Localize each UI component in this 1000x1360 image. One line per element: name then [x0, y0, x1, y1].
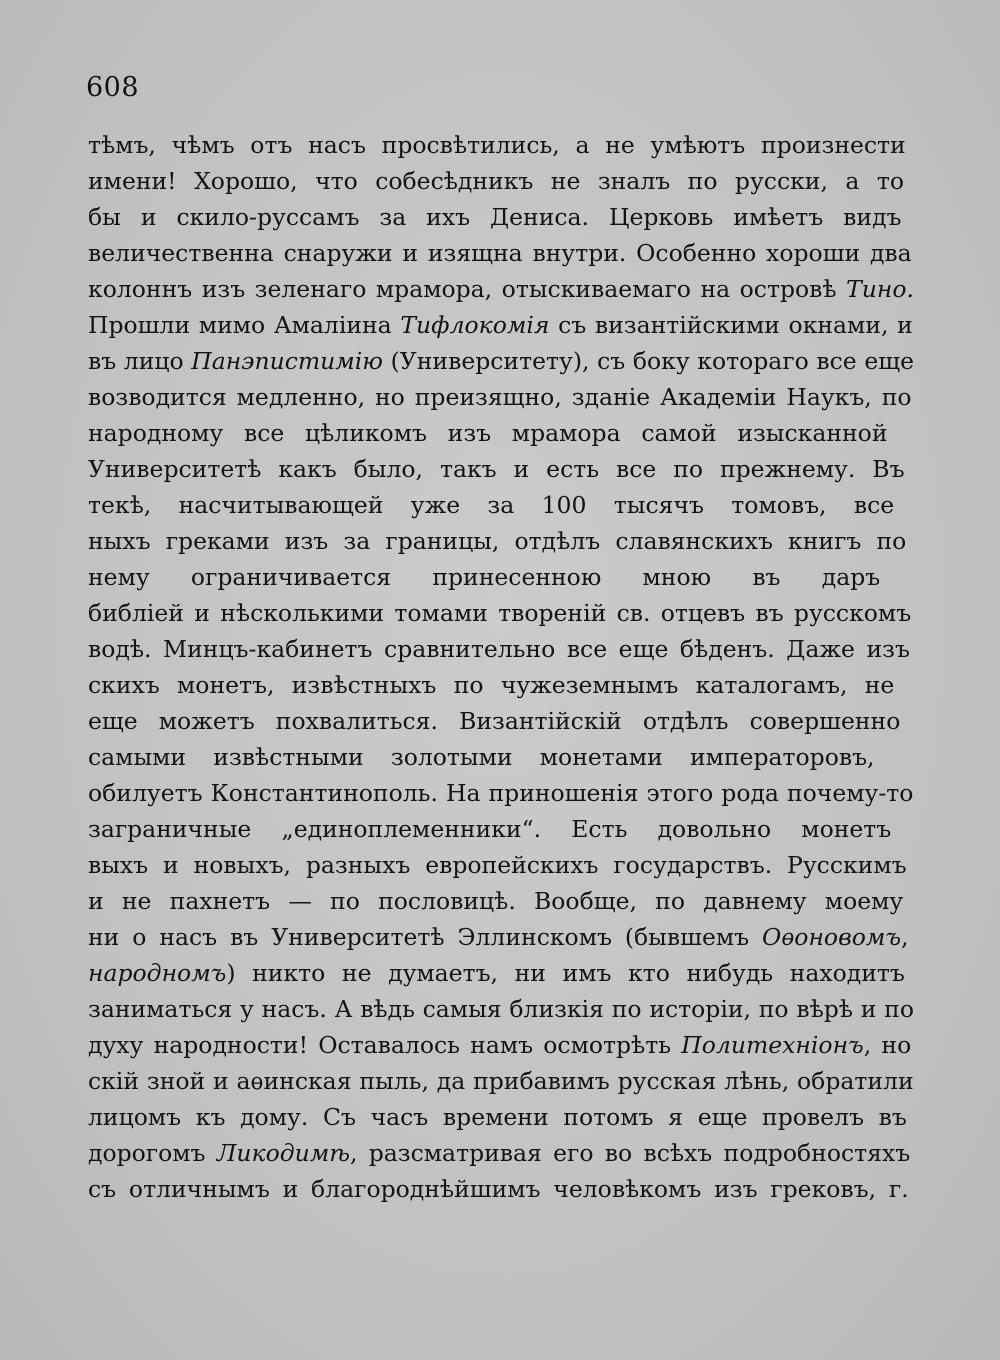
text-segment: величественна снаружи и изящна внутри. Особенно хороши два	[88, 239, 912, 267]
text-line	[88, 883, 914, 919]
text-line	[88, 703, 914, 739]
text-line	[88, 811, 914, 847]
text-segment: колоннъ изъ зеленаго мрамора, отыскиваемаго на островѣ	[88, 275, 847, 303]
italic-text: Панэпистимiю	[191, 347, 383, 375]
text-segment: тѣмъ, чѣмъ отъ насъ просвѣтились, а не умѣютъ произнести	[88, 131, 906, 159]
text-segment: нему ограничивается принесенною мною въ даръ	[88, 563, 881, 591]
text-segment: духу народности! Оставалось намъ осмотрѣть	[88, 1031, 682, 1059]
italic-text: Тифлокомiя	[400, 311, 550, 339]
text-line	[88, 991, 914, 1027]
text-line	[88, 919, 914, 955]
page-number: 608	[86, 72, 140, 103]
text-segment: выхъ и новыхъ, разныхъ европейскихъ государствъ. Русскимъ	[88, 851, 907, 879]
text-segment: ) никто не думаетъ, ни имъ кто нибудь находитъ	[226, 959, 905, 987]
text-segment: заниматься у насъ. А вѣдь самыя близкiя по исторiи, по вѣрѣ и по	[88, 995, 914, 1023]
text-segment: бы и скило-руссамъ за ихъ Дениса. Церковь имѣетъ видъ	[88, 203, 902, 231]
text-line	[88, 559, 914, 595]
text-line	[88, 1099, 914, 1135]
text-segment: народному все цѣликомъ изъ мрамора самой изысканной	[88, 419, 888, 447]
text-line	[88, 667, 914, 703]
text-line	[88, 1063, 914, 1099]
italic-text: Политехнiонъ	[681, 1031, 864, 1059]
text-segment: съ отличнымъ и благороднѣйшимъ человѣкомъ изъ грековъ, г.	[88, 1175, 909, 1203]
text-segment: Прошли мимо Амалiина	[88, 311, 401, 339]
text-line	[88, 595, 914, 631]
text-segment: ныхъ греками изъ за границы, отдѣлъ славянскихъ книгъ по	[88, 527, 907, 555]
text-segment: , но	[863, 1031, 912, 1059]
text-line	[88, 1135, 914, 1171]
text-line	[88, 451, 914, 487]
text-segment: имени! Хорошо, что собесѣдникъ не зналъ по русски, а то	[88, 167, 905, 195]
text-line	[88, 775, 914, 811]
italic-text: Оѳоновомъ	[762, 923, 902, 951]
text-segment: скихъ монетъ, извѣстныхъ по чужеземнымъ каталогамъ, не	[88, 671, 895, 699]
text-line	[88, 1027, 914, 1063]
text-segment: самыми извѣстными золотыми монетами императоровъ,	[88, 743, 875, 771]
text-line	[88, 235, 914, 271]
text-segment: въ лицо	[88, 347, 192, 375]
text-line	[88, 487, 914, 523]
text-line	[88, 271, 914, 307]
text-line	[88, 415, 914, 451]
text-line	[88, 847, 914, 883]
text-segment: дорогомъ	[88, 1139, 217, 1167]
text-segment: еще можетъ похвалиться. Византiйскiй отдѣлъ совершенно	[88, 707, 901, 735]
text-segment: ни о насъ въ Университетѣ Эллинскомъ (бывшемъ	[88, 923, 763, 951]
text-line	[88, 199, 914, 235]
text-segment: Университетѣ какъ было, такъ и есть все по прежнему. Въ	[88, 455, 905, 483]
text-line	[88, 343, 914, 379]
text-line	[88, 955, 914, 991]
text-segment: и не пахнетъ — по пословицѣ. Вообще, по давнему моему	[88, 887, 904, 915]
text-segment: водѣ. Минцъ-кабинетъ сравнительно все еще бѣденъ. Даже изъ	[88, 635, 910, 663]
text-line	[88, 631, 914, 667]
text-segment: , разсматривая его во всѣхъ подробностяхъ	[349, 1139, 911, 1167]
text-line	[88, 739, 914, 775]
text-segment: библiей и нѣсколькими томами творенiй св. отцевъ въ русскомъ	[88, 599, 912, 627]
text-line	[88, 1171, 914, 1207]
text-line	[88, 163, 914, 199]
text-segment: (Университету), съ боку котораго все еще	[382, 347, 914, 375]
text-line	[88, 127, 914, 163]
body-text	[88, 127, 914, 1207]
text-line	[88, 523, 914, 559]
text-segment: обилуетъ Константинополь. На приношенiя этого рода почему-то	[88, 779, 914, 807]
text-segment: текѣ, насчитывающей уже за 100 тысячъ томовъ, все	[88, 491, 895, 519]
text-segment: ,	[901, 923, 909, 951]
italic-text: Ликодимѣ	[216, 1139, 350, 1167]
text-line	[88, 379, 914, 415]
text-segment: лицомъ къ дому. Съ часъ времени потомъ я еще провелъ въ	[88, 1103, 907, 1131]
text-line	[88, 307, 914, 343]
italic-text: Тино.	[846, 275, 914, 303]
text-segment: скiй зной и аѳинская пыль, да прибавимъ русская лѣнь, обратили	[88, 1067, 914, 1095]
text-segment: съ византiйскими окнами, и	[558, 311, 913, 339]
italic-text: народномъ	[88, 959, 227, 987]
text-segment: возводится медленно, но преизящно, зданiе Академiи Наукъ, по	[88, 383, 912, 411]
text-segment: заграничные „единоплеменники“. Есть довольно монетъ	[88, 815, 892, 843]
